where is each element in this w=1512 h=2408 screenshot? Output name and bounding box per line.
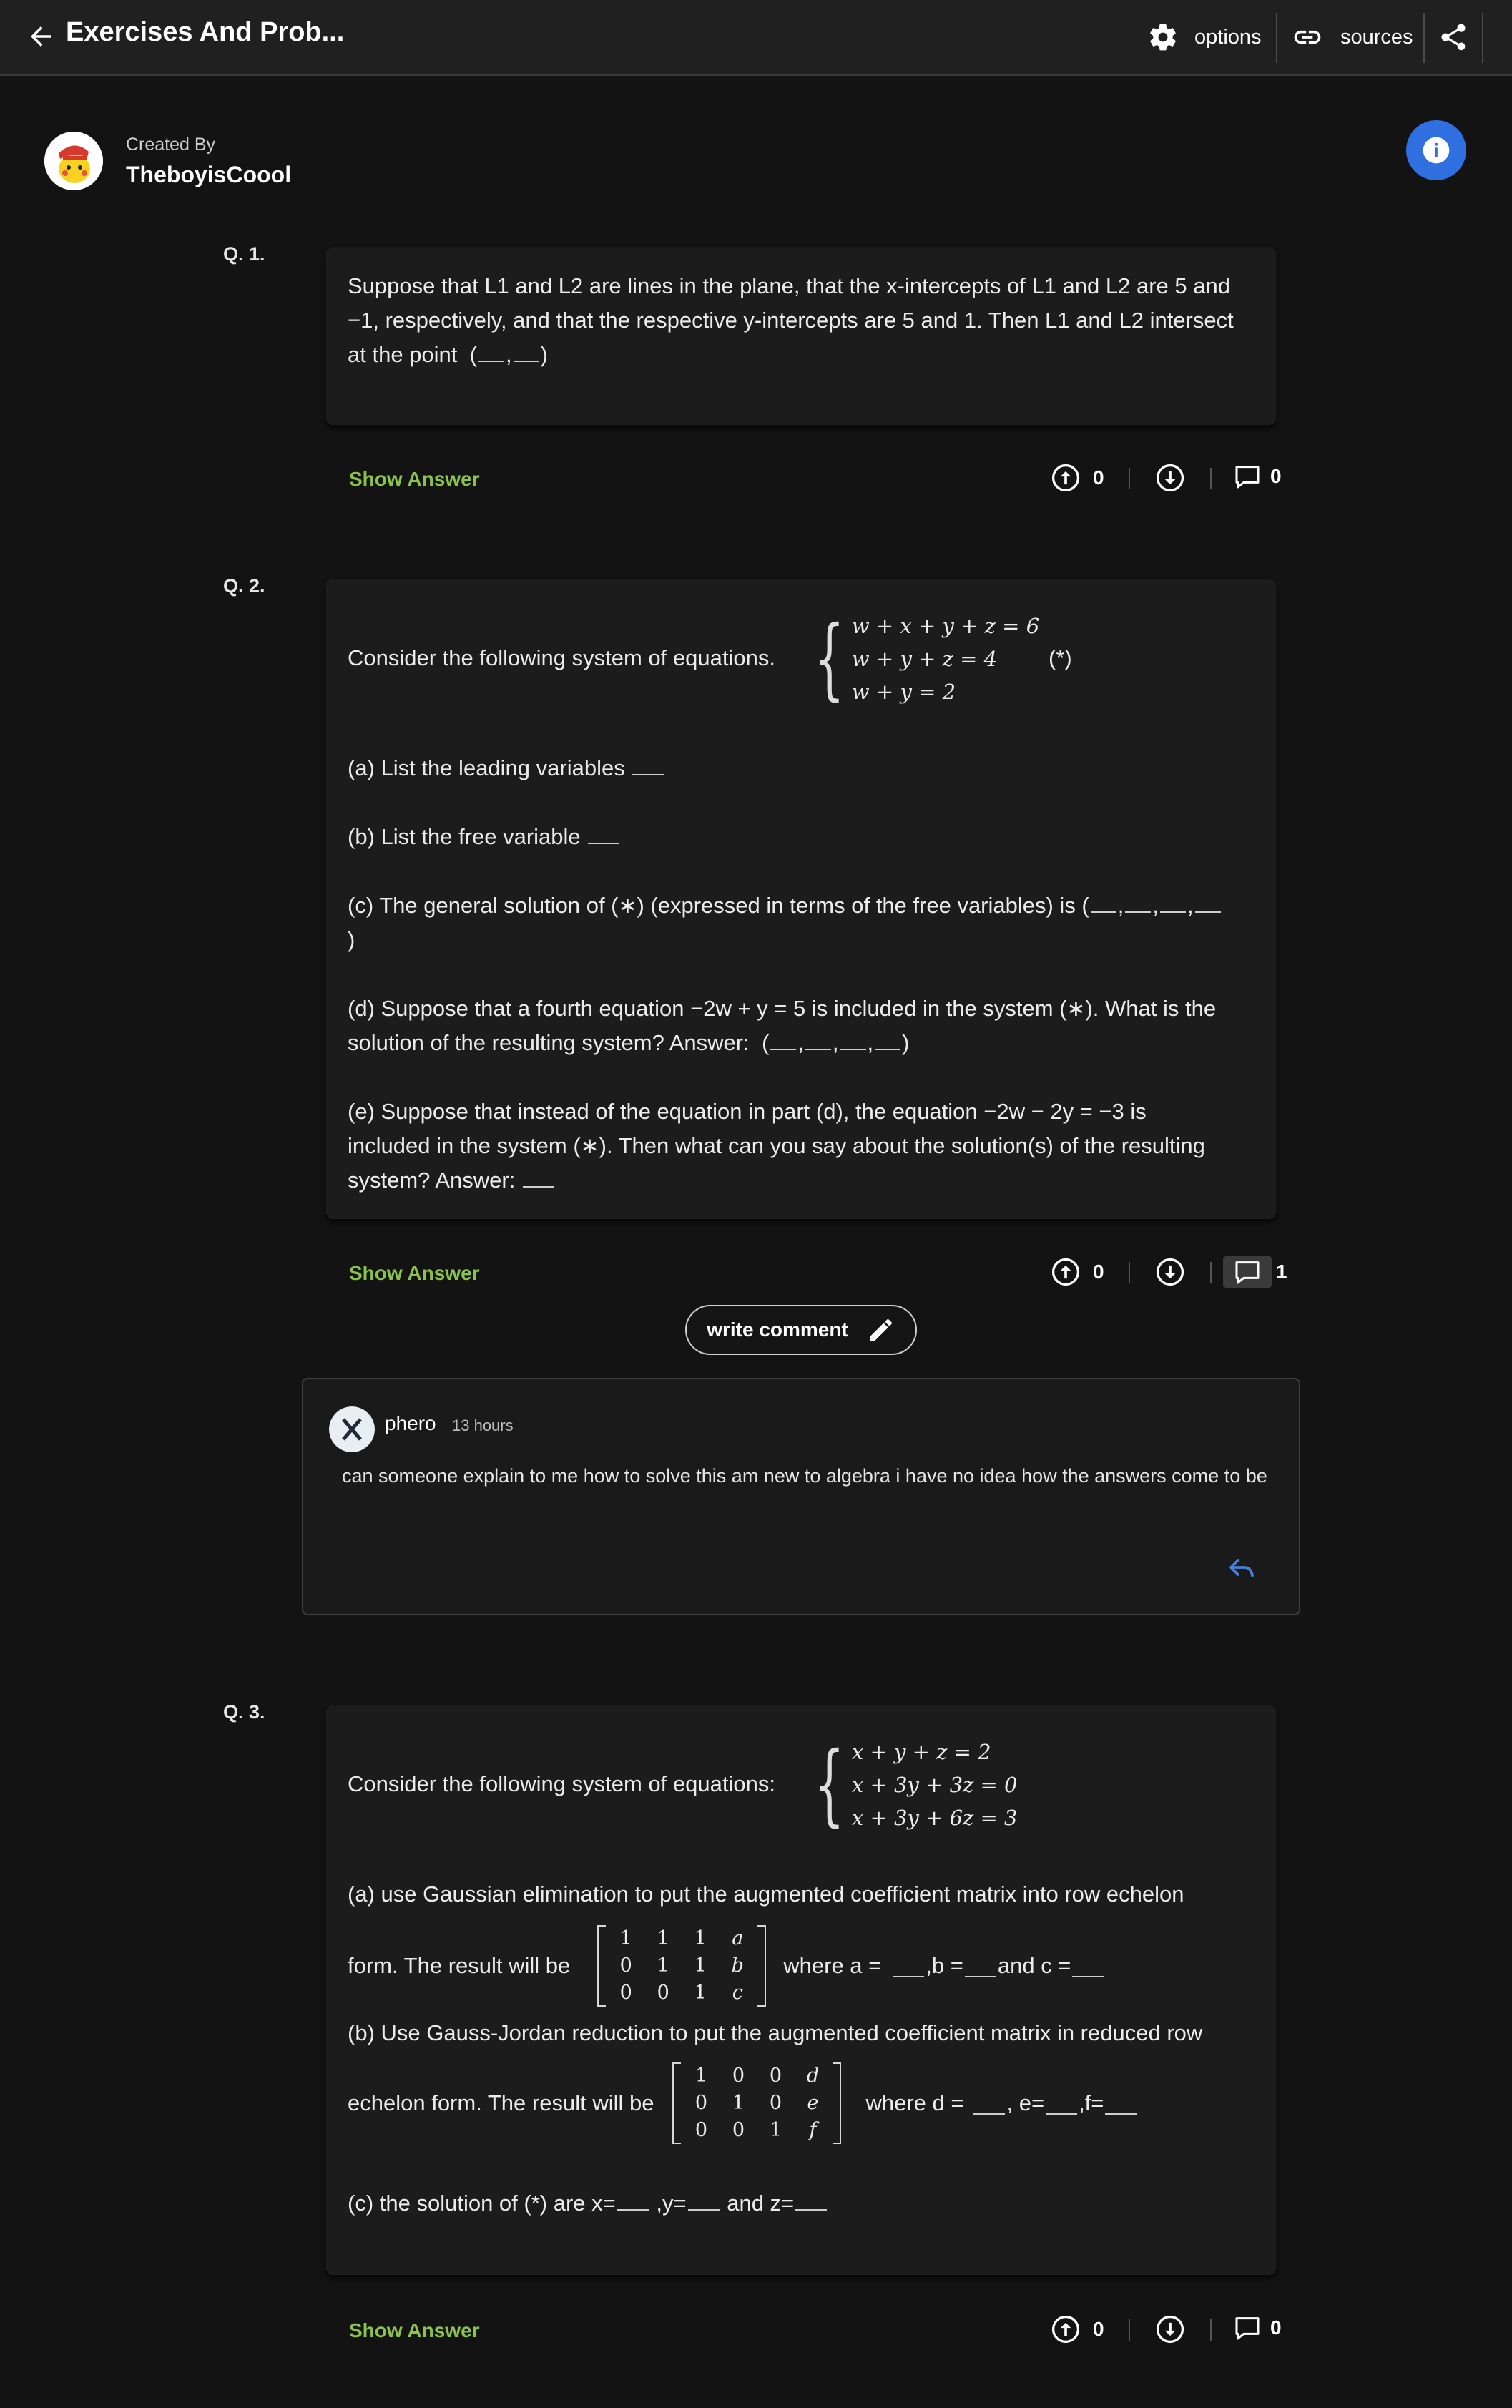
part-text: included in the system (∗). Then what can you say about the solution(s) of the resulting xyxy=(348,1133,1205,1158)
answer-blank xyxy=(588,821,619,844)
part-text: system? Answer: xyxy=(348,1168,516,1193)
matrix-cell: 1 xyxy=(694,2065,708,2087)
comment-timestamp: 13 hours xyxy=(452,1416,514,1434)
upvote-group xyxy=(1050,2314,1104,2345)
answer-blank xyxy=(840,1027,866,1050)
upvote-icon[interactable] xyxy=(1050,1256,1081,1288)
comment-icon xyxy=(1233,1258,1262,1286)
part-text: and z= xyxy=(720,2191,795,2216)
part-text: (b) List the free variable xyxy=(348,824,581,849)
matrix-bracket xyxy=(672,2062,681,2144)
comment-card xyxy=(302,1378,1300,1615)
part-text: ) xyxy=(348,927,355,952)
write-comment-label: write comment xyxy=(707,1318,848,1341)
part-text: where a = xyxy=(783,1953,882,1978)
avatar[interactable] xyxy=(44,132,103,190)
answer-blank xyxy=(965,1954,996,1977)
divider xyxy=(1129,1262,1130,1283)
brace: { xyxy=(813,607,845,710)
upvote-count: 0 xyxy=(1093,466,1104,489)
part-text: (a) List the leading variables xyxy=(348,755,625,780)
options-label: options xyxy=(1194,25,1262,49)
question-text: −1, respectively, and that the respective y-intercepts are 5 and 1. Then L1 and L2 intersect xyxy=(348,308,1234,333)
upvote-count: 0 xyxy=(1093,2318,1104,2340)
divider xyxy=(1210,2319,1212,2341)
comment-icon-highlight xyxy=(1223,1256,1272,1288)
part-text: echelon form. The result will be xyxy=(348,2090,654,2115)
gear-icon xyxy=(1147,21,1179,53)
part-text: solution of the resulting system? Answer: xyxy=(348,1030,750,1055)
answer-blank xyxy=(514,339,539,362)
question-number: Q. 1. xyxy=(223,243,265,265)
matrix-cell: 1 xyxy=(694,1954,707,1977)
matrix-cell: f xyxy=(809,2119,817,2141)
matrix-bracket xyxy=(833,2062,841,2144)
equation-system xyxy=(801,1733,1018,1836)
matrix-cell: 0 xyxy=(619,1954,632,1977)
answer-blank xyxy=(893,1954,924,1977)
answer-blank xyxy=(478,339,504,362)
comment-icon xyxy=(1233,2314,1262,2342)
matrix-a xyxy=(597,1925,766,2007)
sources-label: sources xyxy=(1340,25,1413,49)
comments-button[interactable] xyxy=(1223,1256,1287,1288)
part-text: ,b = xyxy=(926,1953,963,1978)
equation-system xyxy=(801,607,1040,710)
question-number: Q. 2. xyxy=(223,575,265,597)
equation: w + y + z = 4 xyxy=(851,647,998,671)
part-text: (b) Use Gauss-Jordan reduction to put the augmented coefficient matrix in reduced row xyxy=(348,2020,1203,2045)
part-text: (c) The general solution of (∗) (expressed in terms of the free variables) is ( xyxy=(348,893,1089,918)
matrix-cell: 0 xyxy=(619,1982,632,2004)
question-text: at the point xyxy=(348,342,458,367)
answer-blank xyxy=(770,1027,796,1050)
divider xyxy=(1129,2319,1130,2341)
pikachu-avatar-icon xyxy=(44,132,103,190)
answer-blank xyxy=(617,2188,649,2211)
matrix-cell: 0 xyxy=(769,2092,782,2114)
part-text: form. The result will be xyxy=(348,1953,571,1978)
part-text: (a) use Gaussian elimination to put the augmented coefficient matrix into row echelon xyxy=(348,1881,1184,1907)
answer-blank xyxy=(1195,890,1221,913)
sources-button[interactable] xyxy=(1292,0,1413,74)
matrix-b xyxy=(672,2062,841,2144)
divider xyxy=(1423,13,1425,63)
divider xyxy=(1129,468,1130,489)
equation-tag: (*) xyxy=(1049,645,1072,670)
info-button[interactable] xyxy=(1406,120,1466,180)
commenter-name[interactable]: phero xyxy=(385,1412,436,1434)
equation: w + x + y + z = 6 xyxy=(851,614,1040,638)
matrix-cell: 0 xyxy=(694,2119,708,2141)
share-button[interactable] xyxy=(1438,0,1469,74)
answer-blank xyxy=(632,753,664,775)
part-text: , e= xyxy=(1006,2090,1045,2115)
equation: w + y = 2 xyxy=(851,680,956,704)
downvote-icon[interactable] xyxy=(1154,462,1186,494)
part-b-matrix-row xyxy=(348,2062,1138,2145)
x-logo-icon xyxy=(329,1406,375,1452)
matrix-bracket xyxy=(757,1925,766,2007)
upvote-icon[interactable] xyxy=(1050,2314,1081,2345)
matrix-cell: 1 xyxy=(732,2092,745,2114)
equation-lines xyxy=(852,1736,1018,1834)
answer-blank xyxy=(1125,890,1151,913)
show-answer-button[interactable]: Show Answer xyxy=(349,1262,480,1284)
matrix-cell: 0 xyxy=(657,1982,669,2004)
question-text-line: at the point ( , ) xyxy=(348,338,548,372)
question-card-3 xyxy=(326,1705,1276,2275)
part-a xyxy=(348,751,665,785)
question-intro: Consider the following system of equations. xyxy=(348,645,775,670)
comments-button[interactable] xyxy=(1233,2314,1282,2342)
part-d: solution of the resulting system? Answer: ( , , , ) xyxy=(348,1026,910,1060)
part-a-matrix-row xyxy=(348,1924,1105,2007)
upvote-group xyxy=(1050,1256,1104,1288)
question-text: Suppose that L1 and L2 are lines in the plane, that the x-intercepts of L1 and L2 are 5 and xyxy=(348,273,1230,298)
answer-blank xyxy=(1046,2092,1077,2115)
divider xyxy=(1276,13,1277,63)
answer-blank xyxy=(973,2092,1005,2115)
matrix-cell: e xyxy=(807,2092,819,2114)
answer-blank xyxy=(1105,2092,1137,2115)
answer-blank xyxy=(523,1165,554,1188)
answer-blank xyxy=(1160,890,1186,913)
part-text: ,y= xyxy=(649,2191,687,2216)
upvote-count: 0 xyxy=(1093,1261,1104,1283)
part-text: (c) the solution of (*) are x= xyxy=(348,2191,616,2216)
matrix-bracket xyxy=(597,1925,606,2007)
matrix-cell: 0 xyxy=(732,2119,745,2141)
part-b xyxy=(348,820,621,854)
comment-count: 0 xyxy=(1270,2316,1282,2339)
matrix-cell: 0 xyxy=(732,2065,745,2087)
question-number: Q. 3. xyxy=(223,1701,265,1723)
reply-icon[interactable] xyxy=(1227,1555,1256,1580)
part-e xyxy=(348,1163,556,1198)
downvote-group xyxy=(1154,1256,1186,1288)
commenter-avatar[interactable] xyxy=(329,1406,375,1452)
comment-icon xyxy=(1233,462,1262,491)
link-icon xyxy=(1292,21,1323,53)
comment-text: can someone explain to me how to solve this am new to algebra i have no idea how the answers come to be xyxy=(342,1465,1267,1487)
show-answer-button[interactable]: Show Answer xyxy=(349,468,480,490)
upvote-icon[interactable] xyxy=(1050,462,1081,494)
question-card-2 xyxy=(326,579,1276,1219)
answer-blank xyxy=(805,1027,831,1050)
matrix-cell: 1 xyxy=(619,1927,632,1949)
answer-blank xyxy=(875,1027,900,1050)
part-c: (c) The general solution of (∗) (expressed in terms of the free variables) is ( , , , xyxy=(348,889,1222,923)
page-title: Exercises And Prob... xyxy=(66,17,345,47)
share-icon xyxy=(1438,21,1469,53)
matrix-cell: 0 xyxy=(694,2092,708,2114)
matrix-grid xyxy=(606,1925,757,2007)
equation-lines xyxy=(852,610,1039,708)
part-text: (d) Suppose that a fourth equation −2w + y = 5 is included in the system (∗). What is the xyxy=(348,996,1217,1021)
author-name[interactable]: TheboyisCoool xyxy=(126,162,292,187)
matrix-cell: a xyxy=(732,1927,744,1949)
matrix-cell: 1 xyxy=(694,1927,707,1949)
part-text: where d = xyxy=(865,2090,964,2115)
matrix-cell: c xyxy=(732,1982,743,2004)
equation: x + y + z = 2 xyxy=(851,1740,991,1764)
divider xyxy=(1210,468,1212,489)
downvote-group xyxy=(1154,2314,1186,2345)
part-text: ,f= xyxy=(1079,2090,1104,2115)
question-intro: Consider the following system of equations: xyxy=(348,1771,775,1796)
answer-blank xyxy=(688,2188,720,2211)
pencil-icon xyxy=(867,1316,895,1344)
created-by-label: Created By xyxy=(126,134,216,155)
answer-blank xyxy=(1072,1954,1104,1977)
downvote-group xyxy=(1154,462,1186,494)
part-c xyxy=(348,2186,828,2221)
comment-count: 0 xyxy=(1270,465,1282,487)
back-arrow-icon[interactable] xyxy=(26,21,56,52)
upvote-group xyxy=(1050,462,1104,494)
show-answer-button[interactable]: Show Answer xyxy=(349,2319,480,2341)
downvote-icon[interactable] xyxy=(1154,2314,1186,2345)
answer-blank xyxy=(795,2188,827,2211)
downvote-icon[interactable] xyxy=(1154,1256,1186,1288)
matrix-cell: 1 xyxy=(694,1982,707,2004)
equation: x + 3y + 3z = 0 xyxy=(851,1773,1018,1797)
comment-count: 1 xyxy=(1276,1261,1287,1283)
matrix-cell: 0 xyxy=(769,2065,782,2087)
part-text: (e) Suppose that instead of the equation in part (d), the equation −2w − 2y = −3 is xyxy=(348,1099,1147,1124)
write-comment-button[interactable] xyxy=(685,1305,917,1355)
matrix-cell: b xyxy=(731,1954,744,1977)
matrix-cell: 1 xyxy=(769,2119,782,2141)
info-icon xyxy=(1420,134,1452,166)
brace: { xyxy=(813,1733,845,1836)
top-bar xyxy=(0,0,1512,76)
matrix-cell: 1 xyxy=(657,1927,669,1949)
equation: x + 3y + 6z = 3 xyxy=(851,1806,1018,1830)
options-button[interactable] xyxy=(1147,0,1262,74)
matrix-cell: 1 xyxy=(657,1954,669,1977)
part-text: and c = xyxy=(997,1953,1071,1978)
matrix-cell: d xyxy=(806,2065,820,2087)
divider xyxy=(1210,1262,1212,1283)
answer-blank xyxy=(1091,890,1116,913)
divider xyxy=(1482,13,1483,63)
question-card-1 xyxy=(326,248,1276,425)
matrix-grid xyxy=(681,2062,833,2144)
comments-button[interactable] xyxy=(1233,462,1282,491)
